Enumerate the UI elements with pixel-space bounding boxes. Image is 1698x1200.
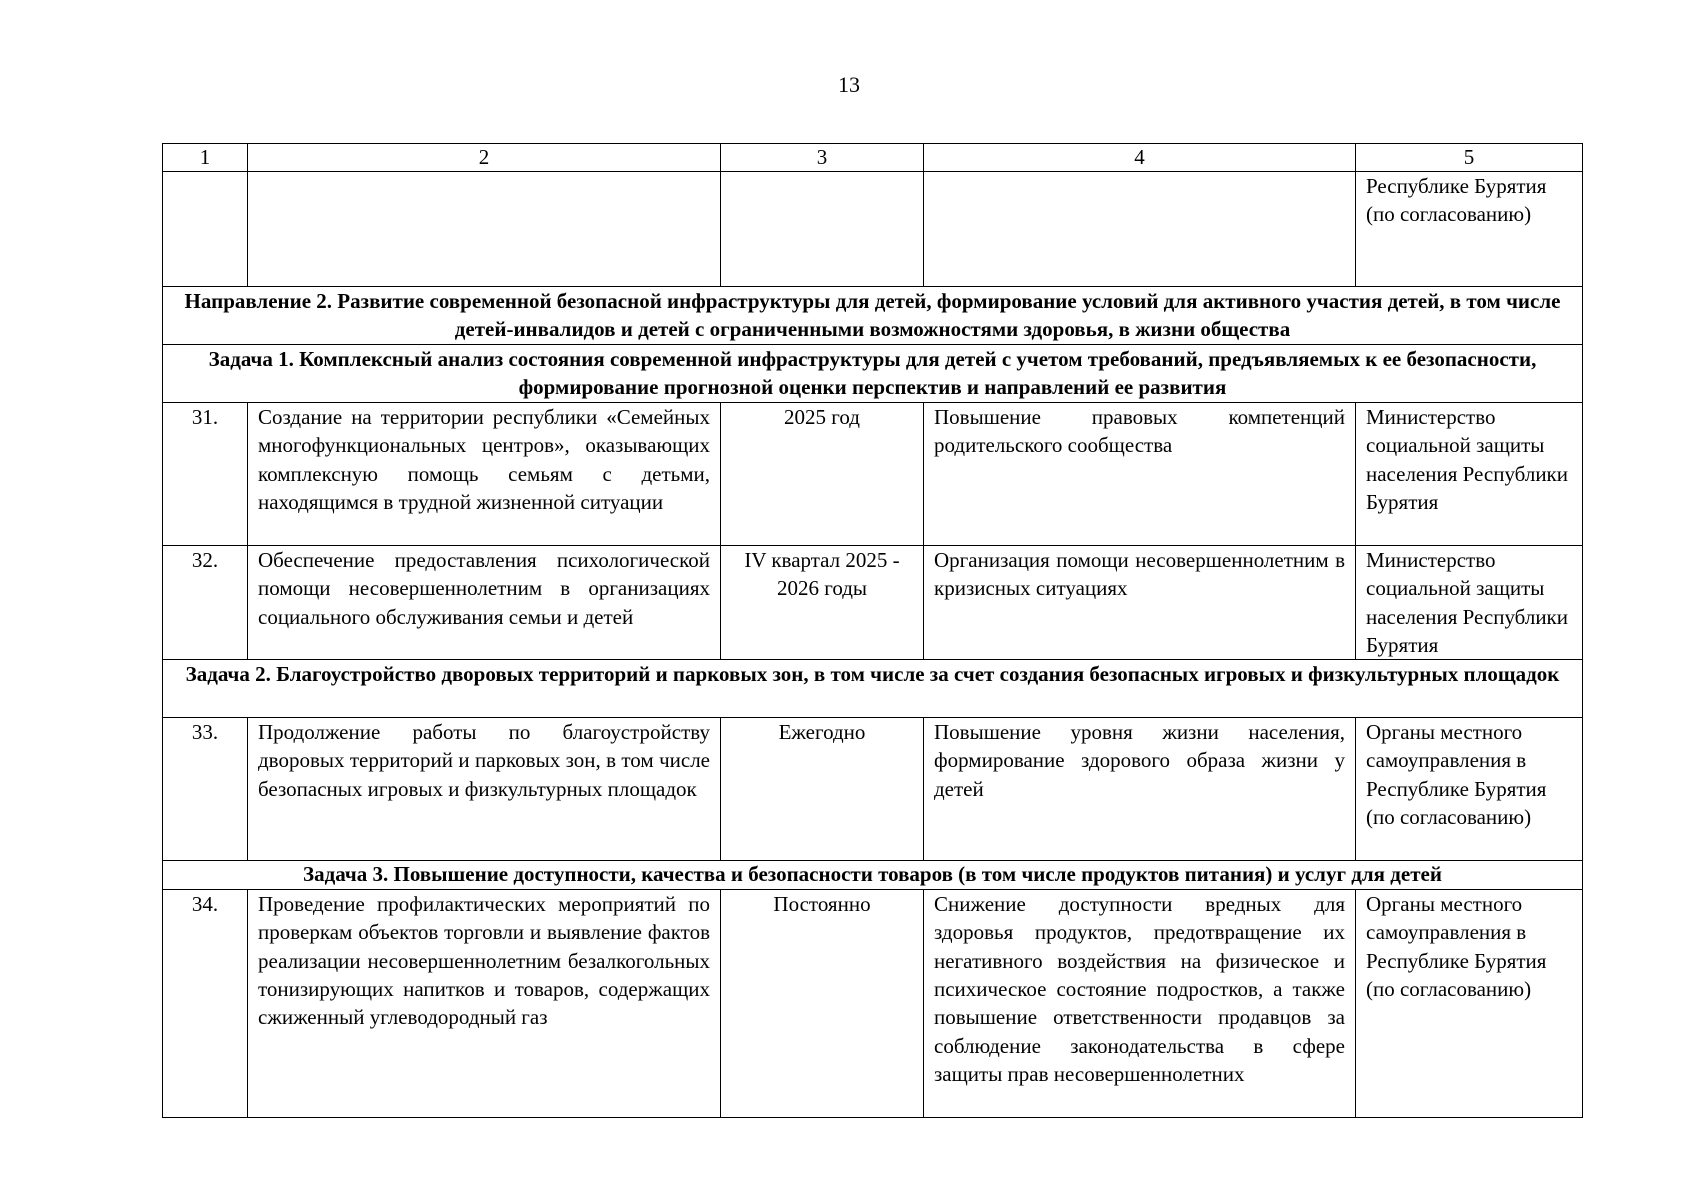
term-cell: 2025 год (721, 403, 924, 546)
row-number-cell: 32. (163, 546, 248, 660)
result-cell: Снижение доступности вредных для здоровья продуктов, предотвращение их негативного воздействия на физическое и психическое состояние подростков, а также повышение ответственности продавцов за соблюдение законодательства в сфере защиты прав несовершеннолетних (924, 890, 1356, 1118)
column-number: 3 (721, 144, 924, 172)
section-row (163, 660, 1583, 718)
executor-cell: Республике Бурятия (по согласованию) (1356, 172, 1583, 287)
table-row (163, 890, 1583, 1118)
row-number-cell (163, 172, 248, 287)
executor-cell: Министерство социальной защиты населения Республики Бурятия (1356, 546, 1583, 660)
task-heading: Задача 2. Благоустройство дворовых территорий и парковых зон, в том числе за счет создания безопасных игровых и физкультурных площадок (163, 660, 1583, 718)
term-cell: Ежегодно (721, 718, 924, 861)
term-cell: Постоянно (721, 890, 924, 1118)
section-row (163, 861, 1583, 890)
table-row (163, 403, 1583, 546)
result-cell (924, 172, 1356, 287)
term-cell (721, 172, 924, 287)
table-row (163, 546, 1583, 660)
task-heading: Задача 3. Повышение доступности, качества и безопасности товаров (в том числе продуктов питания) и услуг для детей (163, 861, 1583, 890)
section-row (163, 345, 1583, 403)
term-cell: IV квартал 2025 - 2026 годы (721, 546, 924, 660)
result-cell: Повышение уровня жизни населения, формирование здорового образа жизни у детей (924, 718, 1356, 861)
measures-table (162, 143, 1583, 1118)
column-number: 2 (248, 144, 721, 172)
measure-cell: Обеспечение предоставления психологической помощи несовершеннолетним в организациях социального обслуживания семьи и детей (248, 546, 721, 660)
column-number: 4 (924, 144, 1356, 172)
column-number: 5 (1356, 144, 1583, 172)
direction-heading: Направление 2. Развитие современной безопасной инфраструктуры для детей, формирование условий для активного участия детей, в том числе детей-инвалидов и детей с ограниченными возможностями здоровья, в жизни общества (163, 287, 1583, 345)
measure-cell: Проведение профилактических мероприятий по проверкам объектов торговли и выявление фактов реализации несовершеннолетним безалкогольных тонизирующих напитков и товаров, содержащих сжиженный углеводородный газ (248, 890, 721, 1118)
measure-cell (248, 172, 721, 287)
task-heading: Задача 1. Комплексный анализ состояния современной инфраструктуры для детей с учетом требований, предъявляемых к ее безопасности, формирование прогнозной оценки перспектив и направлений ее развития (163, 345, 1583, 403)
table-row (163, 172, 1583, 287)
section-row (163, 287, 1583, 345)
result-cell: Организация помощи несовершеннолетним в кризисных ситуациях (924, 546, 1356, 660)
executor-cell: Органы местного самоуправления в Республике Бурятия (по согласованию) (1356, 890, 1583, 1118)
result-cell: Повышение правовых компетенций родительского сообщества (924, 403, 1356, 546)
row-number-cell: 33. (163, 718, 248, 861)
executor-cell: Органы местного самоуправления в Республике Бурятия (по согласованию) (1356, 718, 1583, 861)
executor-cell: Министерство социальной защиты населения Республики Бурятия (1356, 403, 1583, 546)
measure-cell: Создание на территории республики «Семейных многофункциональных центров», оказывающих комплексную помощь семьям с детьми, находящимся в трудной жизненной ситуации (248, 403, 721, 546)
column-number-row (163, 144, 1583, 172)
column-number: 1 (163, 144, 248, 172)
table-row (163, 718, 1583, 861)
row-number-cell: 34. (163, 890, 248, 1118)
page-number: 13 (838, 72, 860, 97)
row-number-cell: 31. (163, 403, 248, 546)
measure-cell: Продолжение работы по благоустройству дворовых территорий и парковых зон, в том числе безопасных игровых и физкультурных площадок (248, 718, 721, 861)
